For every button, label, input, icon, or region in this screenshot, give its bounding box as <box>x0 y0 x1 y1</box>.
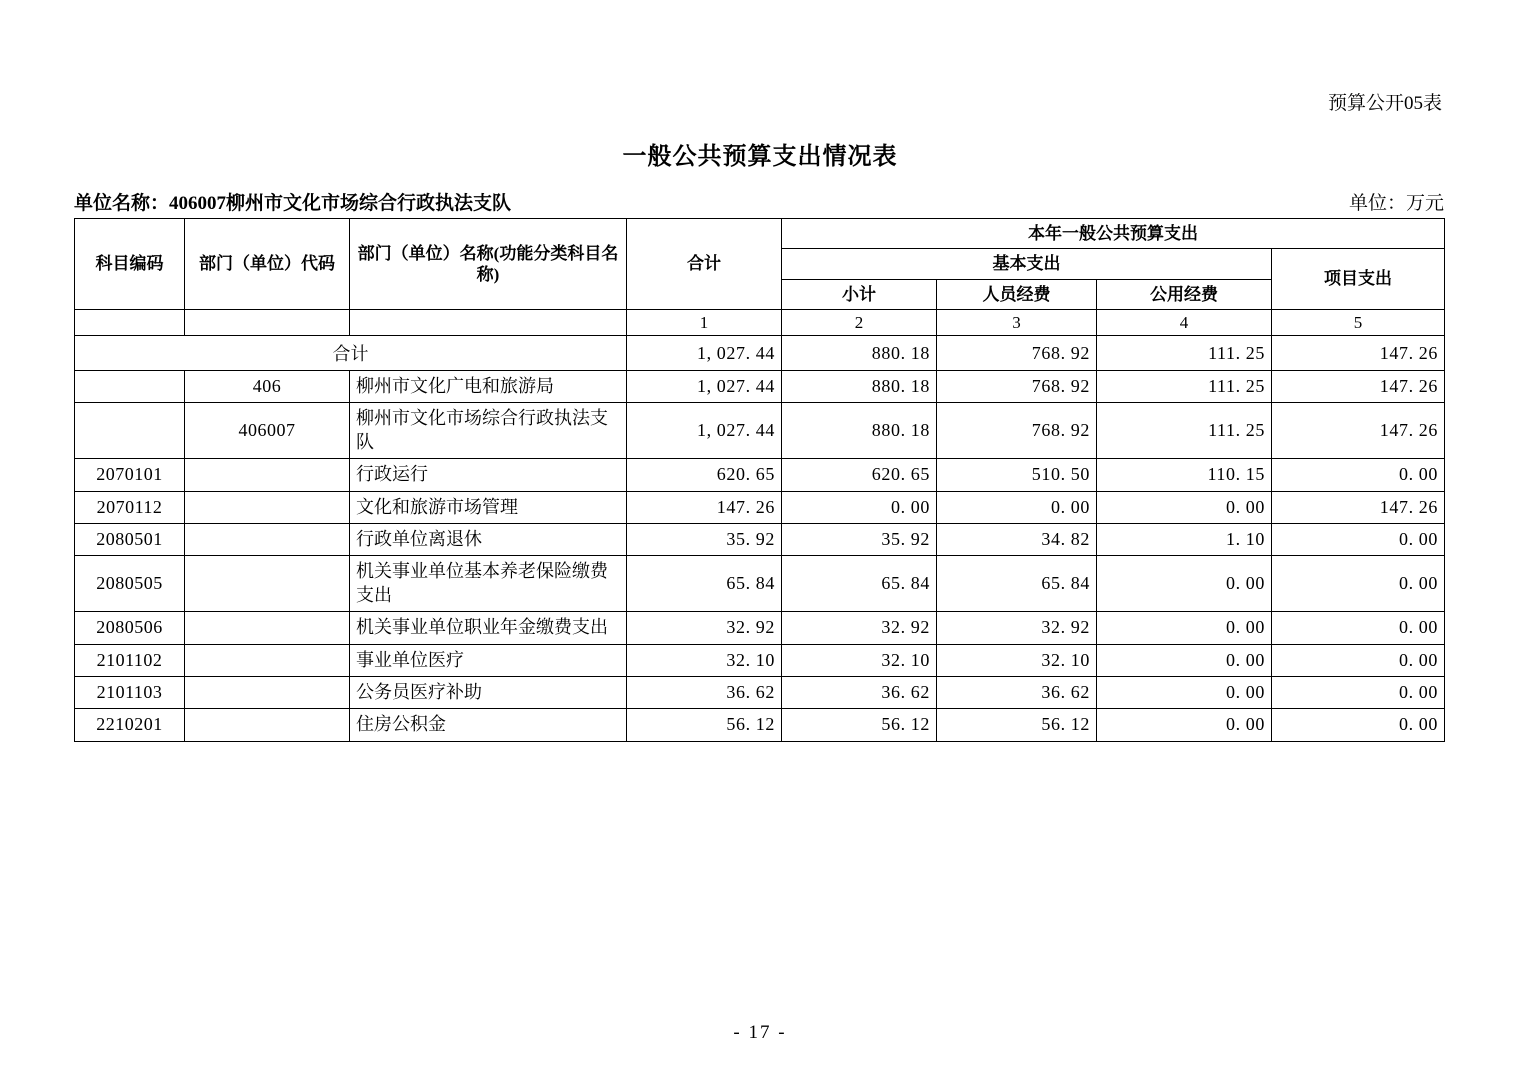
cell-total: 1, 027. 44 <box>627 403 782 459</box>
cell-dept-code <box>185 556 350 612</box>
cell-total: 620. 65 <box>627 459 782 491</box>
table-row <box>75 336 1445 371</box>
cell-personnel: 32. 10 <box>937 644 1097 676</box>
cell-dept-code: 406007 <box>185 403 350 459</box>
form-label: 预算公开05表 <box>1327 93 1442 114</box>
cell-total: 35. 92 <box>627 523 782 555</box>
cell-dept-name: 行政运行 <box>350 459 627 491</box>
cell-basic-sub: 32. 92 <box>782 612 937 644</box>
cell-personnel: 36. 62 <box>937 676 1097 708</box>
cell-personnel: 768. 92 <box>937 371 1097 403</box>
header-dept-name: 部门（单位）名称(功能分类科目名称) <box>350 219 627 310</box>
cell-dept-name: 行政单位离退休 <box>350 523 627 555</box>
cell-dept-name: 事业单位医疗 <box>350 644 627 676</box>
cell-project: 0. 00 <box>1272 709 1445 741</box>
cell-dept-code <box>185 644 350 676</box>
cell-project: 0. 00 <box>1272 676 1445 708</box>
cell-public-fund: 0. 00 <box>1097 556 1272 612</box>
cell-dept-name: 住房公积金 <box>350 709 627 741</box>
cell-project: 0. 00 <box>1272 556 1445 612</box>
cell-public-fund: 111. 25 <box>1097 336 1272 371</box>
cell-total: 1, 027. 44 <box>627 336 782 371</box>
header-row-numbers <box>75 309 1445 335</box>
cell-code: 2080506 <box>75 612 185 644</box>
cell-personnel: 510. 50 <box>937 459 1097 491</box>
colnum-2: 2 <box>782 309 937 335</box>
unit-name-label: 单位名称：406007柳州市文化市场综合行政执法支队 <box>74 193 512 214</box>
table-row <box>75 459 1445 491</box>
cell-total: 147. 26 <box>627 491 782 523</box>
table-row <box>75 676 1445 708</box>
cell-public-fund: 110. 15 <box>1097 459 1272 491</box>
cell-project: 147. 26 <box>1272 371 1445 403</box>
cell-public-fund: 0. 00 <box>1097 644 1272 676</box>
colnum-blank-3 <box>350 309 627 335</box>
table-row <box>75 523 1445 555</box>
table-header <box>75 219 1445 336</box>
cell-project: 0. 00 <box>1272 644 1445 676</box>
table-row <box>75 644 1445 676</box>
cell-public-fund: 0. 00 <box>1097 676 1272 708</box>
cell-dept-code <box>185 523 350 555</box>
cell-basic-sub: 65. 84 <box>782 556 937 612</box>
header-row-1 <box>75 219 1445 249</box>
cell-basic-sub: 32. 10 <box>782 644 937 676</box>
cell-public-fund: 0. 00 <box>1097 491 1272 523</box>
cell-code <box>75 403 185 459</box>
table-row <box>75 371 1445 403</box>
header-personnel: 人员经费 <box>937 279 1097 309</box>
header-basic: 基本支出 <box>782 249 1272 279</box>
cell-dept-code <box>185 612 350 644</box>
cell-project: 147. 26 <box>1272 336 1445 371</box>
cell-code: 2101102 <box>75 644 185 676</box>
cell-dept-code <box>185 491 350 523</box>
cell-total: 32. 10 <box>627 644 782 676</box>
header-code: 科目编码 <box>75 219 185 310</box>
cell-code: 2101103 <box>75 676 185 708</box>
header-total: 合计 <box>627 219 782 310</box>
row-total-label: 合计 <box>75 336 627 371</box>
header-dept-code: 部门（单位）代码 <box>185 219 350 310</box>
table-row <box>75 556 1445 612</box>
cell-dept-code: 406 <box>185 371 350 403</box>
cell-basic-sub: 56. 12 <box>782 709 937 741</box>
table-body <box>75 336 1445 742</box>
cell-code <box>75 371 185 403</box>
cell-project: 147. 26 <box>1272 403 1445 459</box>
cell-total: 1, 027. 44 <box>627 371 782 403</box>
header-year-general: 本年一般公共预算支出 <box>782 219 1445 249</box>
budget-table <box>74 218 1445 742</box>
cell-code: 2080505 <box>75 556 185 612</box>
cell-total: 65. 84 <box>627 556 782 612</box>
cell-project: 0. 00 <box>1272 612 1445 644</box>
cell-dept-name: 柳州市文化市场综合行政执法支队 <box>350 403 627 459</box>
table-row <box>75 491 1445 523</box>
cell-code: 2210201 <box>75 709 185 741</box>
cell-dept-name: 公务员医疗补助 <box>350 676 627 708</box>
colnum-blank-2 <box>185 309 350 335</box>
cell-code: 2080501 <box>75 523 185 555</box>
cell-personnel: 32. 92 <box>937 612 1097 644</box>
header-public-fund: 公用经费 <box>1097 279 1272 309</box>
table-row <box>75 709 1445 741</box>
header-project: 项目支出 <box>1272 249 1445 310</box>
cell-total: 32. 92 <box>627 612 782 644</box>
cell-project: 0. 00 <box>1272 523 1445 555</box>
cell-personnel: 56. 12 <box>937 709 1097 741</box>
page-title: 一般公共预算支出情况表 <box>622 144 898 170</box>
table-row <box>75 612 1445 644</box>
cell-project: 147. 26 <box>1272 491 1445 523</box>
table-row <box>75 403 1445 459</box>
colnum-blank-1 <box>75 309 185 335</box>
cell-personnel: 768. 92 <box>937 403 1097 459</box>
cell-basic-sub: 35. 92 <box>782 523 937 555</box>
cell-public-fund: 111. 25 <box>1097 403 1272 459</box>
cell-code: 2070112 <box>75 491 185 523</box>
cell-personnel: 768. 92 <box>937 336 1097 371</box>
cell-basic-sub: 0. 00 <box>782 491 937 523</box>
cell-dept-name: 机关事业单位基本养老保险缴费支出 <box>350 556 627 612</box>
colnum-4: 4 <box>1097 309 1272 335</box>
cell-total: 56. 12 <box>627 709 782 741</box>
cell-basic-sub: 880. 18 <box>782 336 937 371</box>
cell-personnel: 0. 00 <box>937 491 1097 523</box>
colnum-1: 1 <box>627 309 782 335</box>
cell-dept-name: 文化和旅游市场管理 <box>350 491 627 523</box>
header-basic-sub: 小计 <box>782 279 937 309</box>
cell-code: 2070101 <box>75 459 185 491</box>
cell-project: 0. 00 <box>1272 459 1445 491</box>
cell-public-fund: 0. 00 <box>1097 612 1272 644</box>
cell-public-fund: 0. 00 <box>1097 709 1272 741</box>
cell-basic-sub: 880. 18 <box>782 371 937 403</box>
cell-personnel: 34. 82 <box>937 523 1097 555</box>
cell-dept-name: 机关事业单位职业年金缴费支出 <box>350 612 627 644</box>
cell-public-fund: 111. 25 <box>1097 371 1272 403</box>
colnum-3: 3 <box>937 309 1097 335</box>
cell-personnel: 65. 84 <box>937 556 1097 612</box>
cell-basic-sub: 36. 62 <box>782 676 937 708</box>
cell-dept-code <box>185 459 350 491</box>
colnum-5: 5 <box>1272 309 1445 335</box>
cell-basic-sub: 880. 18 <box>782 403 937 459</box>
meta-row <box>74 188 1444 215</box>
cell-basic-sub: 620. 65 <box>782 459 937 491</box>
cell-dept-code <box>185 676 350 708</box>
cell-total: 36. 62 <box>627 676 782 708</box>
cell-public-fund: 1. 10 <box>1097 523 1272 555</box>
cell-dept-name: 柳州市文化广电和旅游局 <box>350 371 627 403</box>
page-number: - 17 - <box>733 1022 787 1043</box>
cell-dept-code <box>185 709 350 741</box>
amount-unit-label: 单位：万元 <box>1348 193 1444 214</box>
